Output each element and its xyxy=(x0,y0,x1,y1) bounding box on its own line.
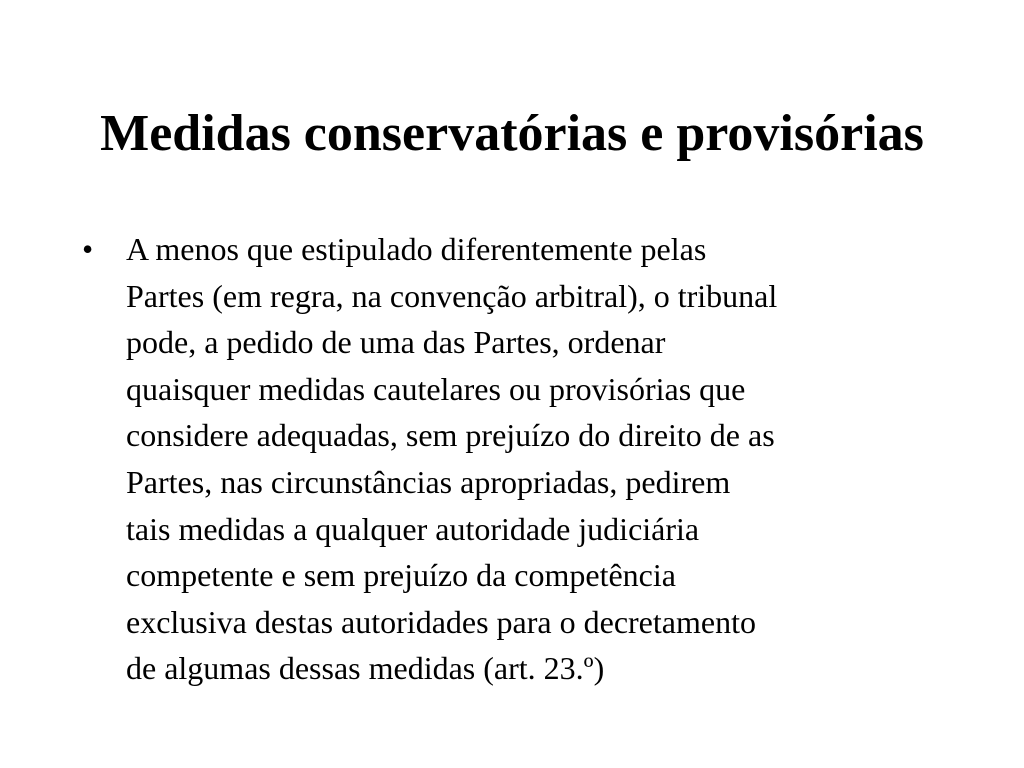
bullet-text-line: exclusiva destas autoridades para o decretamento xyxy=(126,603,756,640)
bullet-text-line: competente e sem prejuízo da competência xyxy=(126,557,676,594)
bullet-text-line: tais medidas a qualquer autoridade judiciária xyxy=(126,510,700,547)
bullet-text-line: Partes (em regra, na convenção arbitral), o tribunal xyxy=(126,277,778,314)
bullet-text-line: pode, a pedido de uma das Partes, ordenar xyxy=(126,324,666,361)
bullet-text-line: Partes, nas circunstâncias apropriadas, pedirem xyxy=(126,463,731,500)
bullet-text-line: de algumas dessas medidas (art. 23.º) xyxy=(126,650,605,687)
bullet-text-line: considere adequadas, sem prejuízo do direito de as xyxy=(126,417,775,454)
bullet-text-line: quaisquer medidas cautelares ou provisórias que xyxy=(126,370,746,407)
bullet-text-line: A menos que estipulado diferentemente pelas xyxy=(126,231,707,267)
bullet-list xyxy=(80,226,960,692)
slide-title: Medidas conservatórias e provisórias xyxy=(100,105,924,162)
bullet-icon: • xyxy=(82,231,94,267)
bullet-item xyxy=(80,226,960,692)
